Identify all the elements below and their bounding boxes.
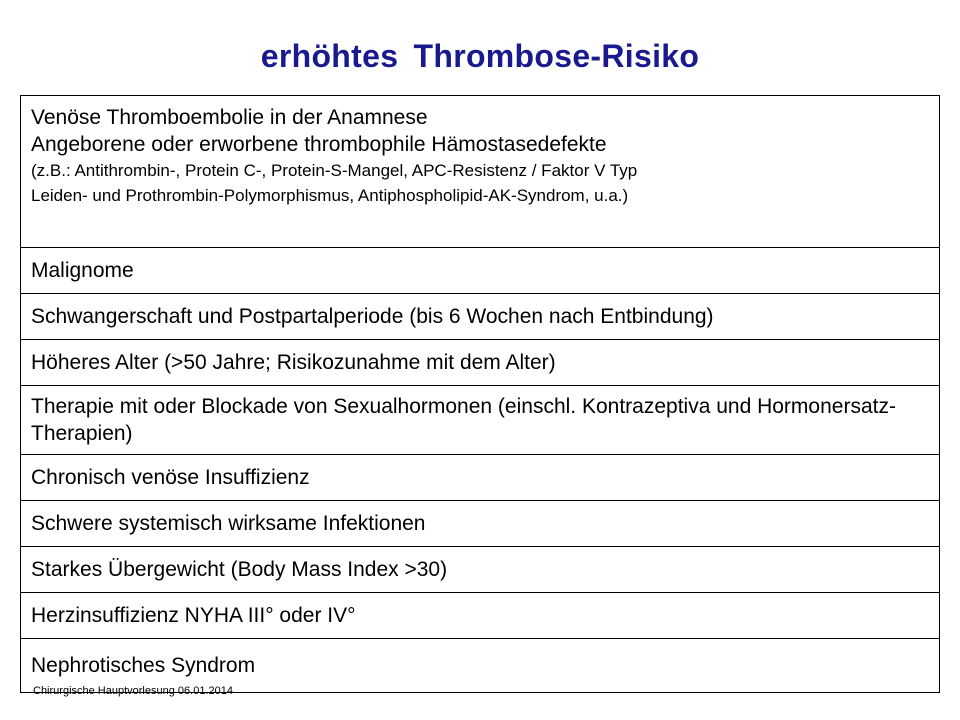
risk-factor-cell: Malignome	[21, 248, 940, 294]
risk-factor-cell: Starkes Übergewicht (Body Mass Index >30)	[21, 547, 940, 593]
table-row	[21, 340, 940, 386]
slide-title: erhöhtes Thrombose-Risiko	[260, 38, 700, 74]
thrombophilia-examples-line1: (z.B.: Antithrombin-, Protein C-, Protein-S-Mangel, APC-Resistenz / Faktor V Typ	[31, 161, 638, 180]
risk-factor-cell: Herzinsuffizienz NYHA III° oder IV°	[21, 593, 940, 639]
table-row	[21, 96, 940, 248]
risk-factor-cell: Therapie mit oder Blockade von Sexualhormonen (einschl. Kontrazeptiva und Hormonersatz-Therapien)	[21, 386, 940, 455]
table-row	[21, 455, 940, 501]
table-row	[21, 547, 940, 593]
risk-factor-vte-history: Venöse Thromboembolie in der Anamnese	[31, 106, 428, 129]
table-row	[21, 248, 940, 294]
risk-factor-table	[20, 95, 940, 693]
risk-factor-thrombophilia: Angeborene oder erworbene thrombophile Hämostasedefekte	[31, 133, 607, 156]
risk-factor-cell: Höheres Alter (>50 Jahre; Risikozunahme mit dem Alter)	[21, 340, 940, 386]
table-row	[21, 386, 940, 455]
risk-factor-cell: Chronisch venöse Insuffizienz	[21, 455, 940, 501]
table-row	[21, 501, 940, 547]
table-cell	[21, 96, 940, 248]
risk-factor-cell: Schwangerschaft und Postpartalperiode (bis 6 Wochen nach Entbindung)	[21, 294, 940, 340]
risk-factor-cell: Schwere systemisch wirksame Infektionen	[21, 501, 940, 547]
table-row	[21, 294, 940, 340]
table-row	[21, 593, 940, 639]
slide-footer: Chirurgische Hauptvorlesung 06.01.2014	[33, 685, 233, 697]
thrombophilia-examples-line2: Leiden- und Prothrombin-Polymorphismus, Antiphospholipid-AK-Syndrom, u.a.)	[31, 186, 629, 205]
risk-factor-cell: Nephrotisches Syndrom	[21, 639, 940, 693]
